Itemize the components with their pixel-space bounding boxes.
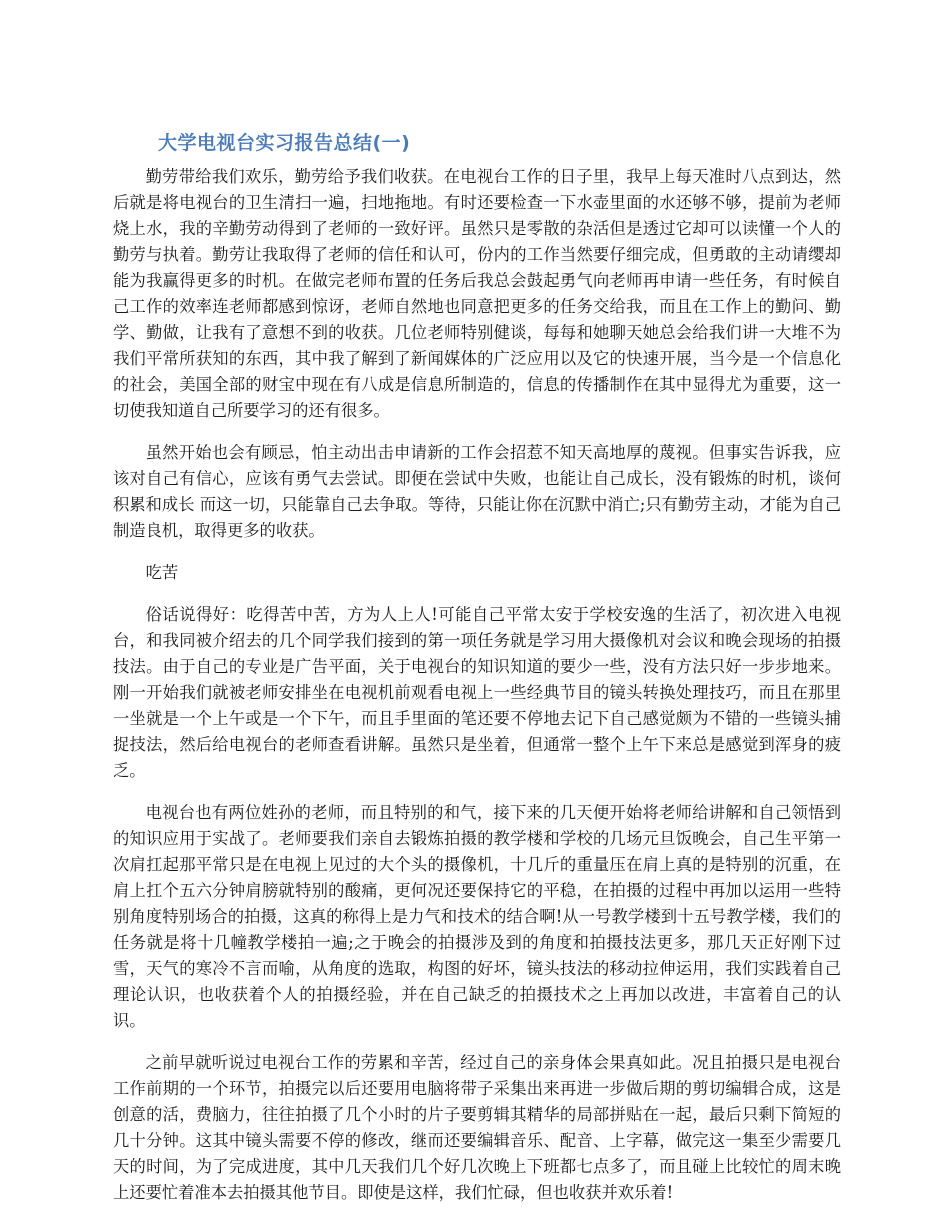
paragraph-2: 虽然开始也会有顾忌，怕主动出击申请新的工作会招惹不知天高地厚的蔑视。但事实告诉我，应该对自己有信心，应该有勇气去尝试。即便在尝试中失败，也能让自己成长，没有锻炼的时机，谈何积累和成长 而这一切，只能靠自己去争取。等待，只能让你在沉默中消亡;只有勤劳主动，才能为自己制造良机，取得更多的收获。 xyxy=(113,443,841,540)
paragraph-1: 勤劳带给我们欢乐，勤劳给予我们收获。在电视台工作的日子里，我早上每天准时八点到达，然后就是将电视台的卫生清扫一遍，扫地拖地。有时还要检查一下水壶里面的水还够不够，提前为老师烧上水，我的辛勤劳动得到了老师的一致好评。虽然只是零散的杂活但是透过它却可以读懂一个人的勤劳与执着。勤劳让我取得了老师的信任和认可，份内的工作当然要仔细完成，但勇敢的主动请缨却能为我赢得更多的时机。在做完老师布置的任务后我总会鼓起勇气向老师再申请一些任务，有时候自己工作的效率连老师都感到惊讶，老师自然地也同意把更多的任务交给我，而且在工作上的勤问、勤学、勤做，让我有了意想不到的收获。几位老师特别健谈，每每和她聊天她总会给我们讲一大堆不为我们平常所获知的东西，其中我了解到了新闻媒体的广泛应用以及它的快速开展，当今是一个信息化的社会，美国全部的财宝中现在有八成是信息所制造的，信息的传播制作在其中显得尤为重要，这一切使我知道自己所要学习的还有很多。 xyxy=(113,167,841,420)
document-body xyxy=(113,164,841,1222)
paragraph-4: 电视台也有两位姓孙的老师，而且特别的和气，接下来的几天便开始将老师给讲解和自己领悟到的知识应用于实战了。老师要我们亲自去锻炼拍摄的教学楼和学校的几场元旦饭晚会，自己生平第一次肩扛起那平常只是在电视上见过的大个头的摄像机，十几斤的重量压在肩上真的是特别的沉重，在肩上扛个五六分钟肩膀就特别的酸痛，更何况还要保持它的平稳，在拍摄的过程中再加以运用一些特别角度特别场合的拍摄，这真的称得上是力气和技术的结合啊!从一号教学楼到十五号教学楼，我们的任务就是将十几幢教学楼拍一遍;之于晚会的拍摄涉及到的角度和拍摄技法更多，那几天正好刚下过雪，天气的寒冷不言而喻，从角度的选取，构图的好坏，镜头技法的移动拉伸运用，我们实践着自己理论认识，也收获着个人的拍摄经验，并在自己缺乏的拍摄技术之上再加以改进，丰富着自己的认识。 xyxy=(113,803,841,1030)
document-title: 大学电视台实习报告总结(一) xyxy=(158,132,411,154)
paragraph-3: 俗话说得好：吃得苦中苦，方为人上人!可能自己平常太安于学校安逸的生活了，初次进入电视台，和我同被介绍去的几个同学我们接到的第一项任务就是学习用大摄像机对会议和晚会现场的拍摄技法。由于自己的专业是广告平面，关于电视台的知识知道的要少一些，没有方法只好一步步地来。刚一开始我们就被老师安排坐在电视机前观看电视上一些经典节目的镜头转换处理技巧，而且在那里一坐就是一个上午或是一个下午，而且手里面的笔还要不停地去记下自己感觉颇为不错的一些镜头捕捉技法，然后给电视台的老师查看讲解。虽然只是坐着，但通常一整个上午下来总是感觉到浑身的疲乏。 xyxy=(113,605,841,780)
section-heading-chiku: 吃苦 xyxy=(145,563,179,582)
paragraph-5: 之前早就听说过电视台工作的劳累和辛苦，经过自己的亲身体会果真如此。况且拍摄只是电视台工作前期的一个环节，拍摄完以后还要用电脑将带子采集出来再进一步做后期的剪切编辑合成，这是创意的活，费脑力，往往拍摄了几个小时的片子要剪辑其精华的局部拼贴在一起，最后只剩下简短的几十分钟。这其中镜头需要不停的修改，继而还要编辑音乐、配音、上字幕，做完这一集至少需要几天的时间，为了完成进度，其中几天我们几个好几次晚上下班都七点多了，而且碰上比较忙的周末晚上还要忙着准本去拍摄其他节目。即使是这样，我们忙碌，但也收获并欢乐着! xyxy=(113,1053,841,1202)
